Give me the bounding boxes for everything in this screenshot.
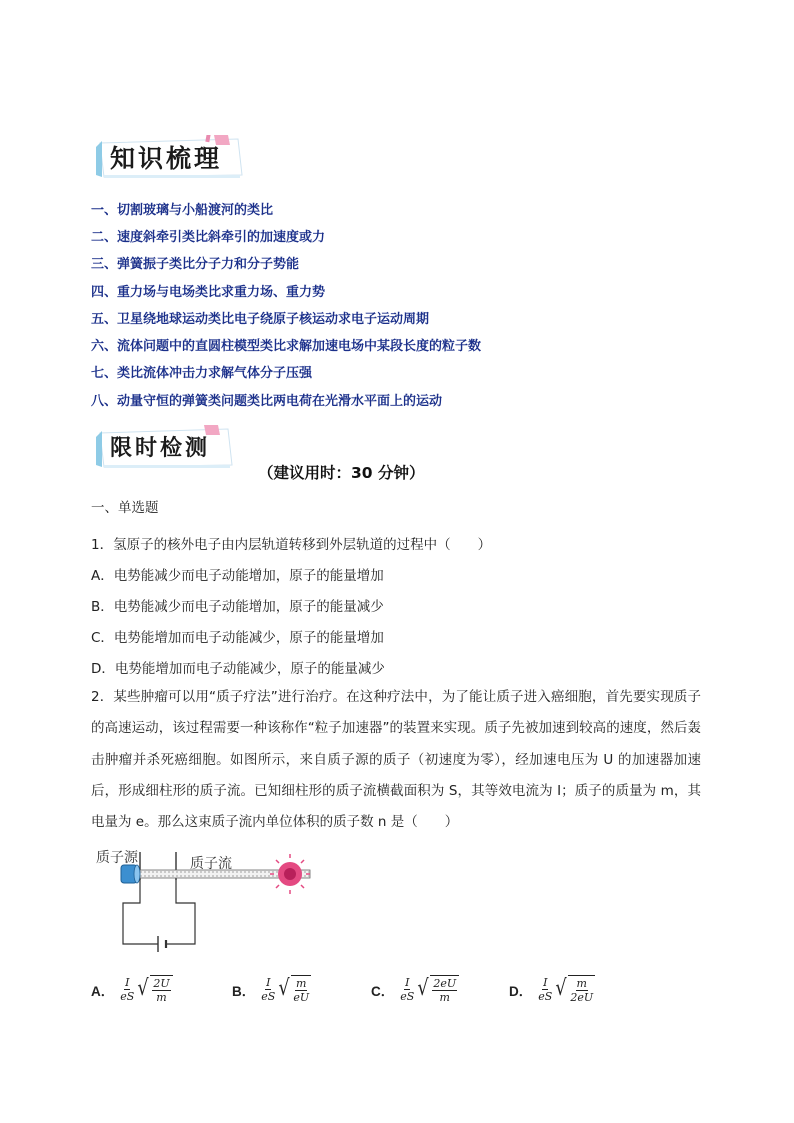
question-2-option-b: B． $\frac{I}{eS}$ √ m eU <box>232 976 310 1004</box>
question-1-option: D．电势能增加而电子动能减少，原子的能量减少 <box>91 661 385 677</box>
knowledge-item: 一、切割玻璃与小船渡河的类比 <box>91 203 274 218</box>
question-2-option-a: A． $\frac{I}{eS}$ √ 2U m <box>91 975 173 1004</box>
proton-source-label: 质子源 <box>96 850 138 866</box>
suggested-time: （建议用时：30 分钟） <box>258 464 425 482</box>
knowledge-item: 八、动量守恒的弹簧类问题类比两电荷在光滑水平面上的运动 <box>91 394 443 409</box>
knowledge-title: 知识梳理 <box>110 144 223 173</box>
knowledge-item: 五、卫星绕地球运动类比电子绕原子核运动求电子运动周期 <box>91 312 430 327</box>
knowledge-banner <box>96 135 246 179</box>
question-1-option: B．电势能减少而电子动能增加，原子的能量减少 <box>91 599 384 615</box>
question-2-option-d: D． $\frac{I}{eS}$ √ m 2eU <box>509 976 594 1004</box>
knowledge-item: 二、速度斜牵引类比斜牵引的加速度或力 <box>91 230 326 245</box>
knowledge-item: 三、弹簧振子类比分子力和分子势能 <box>91 257 300 272</box>
proton-beam-label: 质子流 <box>190 856 232 872</box>
question-1-option: A．电势能减少而电子动能增加，原子的能量增加 <box>91 568 384 584</box>
knowledge-item: 七、类比流体冲击力求解气体分子压强 <box>91 366 313 381</box>
test-banner <box>96 425 236 469</box>
knowledge-item: 六、流体问题中的直圆柱模型类比求解加速电场中某段长度的粒子数 <box>91 339 482 354</box>
knowledge-item: 四、重力场与电场类比求重力场、重力势 <box>91 285 326 300</box>
proton-accelerator-diagram <box>90 840 320 955</box>
question-1-stem: 1．氢原子的核外电子由内层轨道转移到外层轨道的过程中（ ） <box>91 537 492 553</box>
question-2-option-c: C． $\frac{I}{eS}$ √ 2eU m <box>371 975 459 1004</box>
test-title: 限时检测 <box>110 435 211 461</box>
section-label: 一、单选题 <box>91 500 159 516</box>
question-2-stem: 2．某些肿瘤可以用“质子疗法”进行治疗。在这种疗法中，为了能让质子进入癌细胞，首先要实现质子的高速运动，该过程需要一种该称作“粒子加速器”的装置来实现。质子先被加速到较高的速度，然后轰击肿瘤并杀死癌细胞。如图所示，来自质子源的质子（初速度为零），经加速电压为 U 的加速器加速后，形成细柱形的质子流。已知细柱形的质子流横截面积为 S，其等效电流为 I；质子的质量为 m，其电量为 e。那么这束质子流内单位体积的质子数 n 是（ ） <box>91 689 701 831</box>
question-1-option: C．电势能增加而电子动能减少，原子的能量增加 <box>91 630 384 646</box>
